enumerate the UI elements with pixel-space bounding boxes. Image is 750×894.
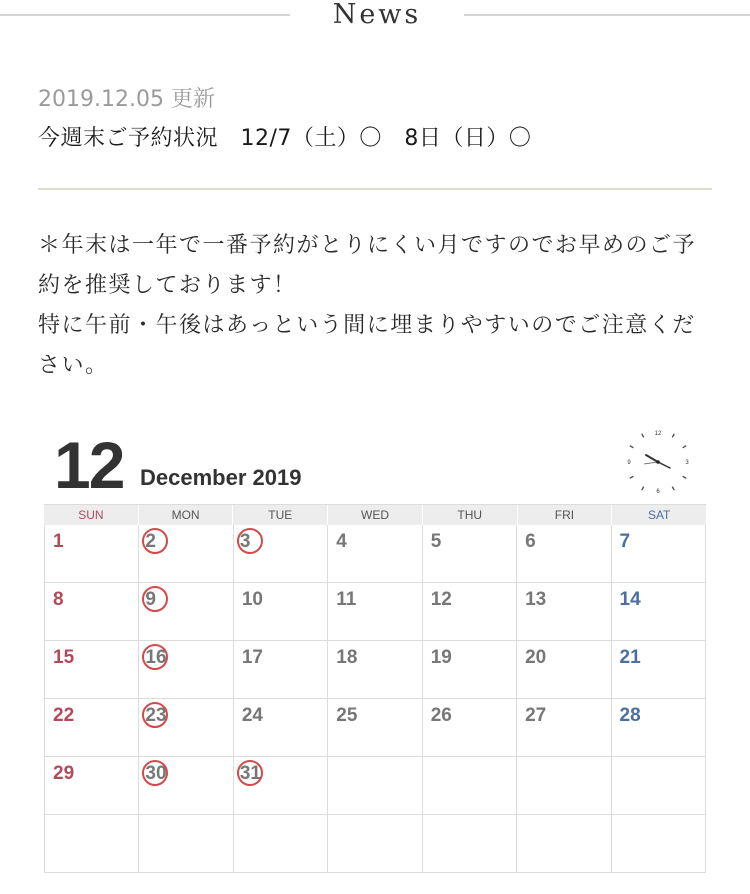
calendar-day-cell[interactable] xyxy=(327,641,421,699)
calendar-week-row xyxy=(44,641,706,699)
calendar-day-cell[interactable] xyxy=(44,641,138,699)
clock-minute-hand xyxy=(658,462,670,468)
calendar-day-number: 17 xyxy=(241,647,263,668)
calendar-day-cell[interactable] xyxy=(422,699,516,757)
clock-tick xyxy=(630,446,633,448)
calendar-day-number: 23 xyxy=(145,705,167,726)
calendar-day-number: 12 xyxy=(430,589,452,610)
calendar-day-cell[interactable] xyxy=(233,583,327,641)
calendar-day-cell[interactable] xyxy=(138,525,232,583)
calendar-week-row xyxy=(44,525,706,583)
calendar-day-cell[interactable] xyxy=(422,525,516,583)
news-body xyxy=(38,226,718,386)
calendar-day-cell xyxy=(327,815,421,873)
page-title: News xyxy=(332,0,422,30)
calendar-day-cell xyxy=(611,815,706,873)
calendar-day-cell[interactable] xyxy=(422,583,516,641)
clock-tick xyxy=(673,434,675,437)
calendar-day-number: 13 xyxy=(525,589,547,610)
calendar-day-number: 31 xyxy=(239,763,261,784)
calendar-day-cell[interactable] xyxy=(516,525,610,583)
clock-second-hand xyxy=(644,462,658,464)
clock-hour-hand xyxy=(646,455,658,462)
clock-tick xyxy=(630,477,633,479)
calendar-day-cell[interactable] xyxy=(611,525,706,583)
calendar-day-cell[interactable] xyxy=(516,583,610,641)
calendar-day-cell[interactable] xyxy=(233,699,327,757)
calendar-day-cell[interactable] xyxy=(516,699,610,757)
calendar-day-number: 1 xyxy=(53,531,64,552)
header-rule-left xyxy=(0,14,290,16)
calendar-week-row xyxy=(44,815,706,873)
clock-tick xyxy=(683,446,686,448)
calendar-day-number: 26 xyxy=(430,705,452,726)
calendar-day-cell[interactable] xyxy=(138,757,232,815)
calendar-day-cell[interactable] xyxy=(516,641,610,699)
calendar-body xyxy=(44,525,706,873)
calendar-day-number: 9 xyxy=(145,589,156,610)
clock-numeral-12: 12 xyxy=(654,431,662,437)
calendar-day-number: 11 xyxy=(336,589,357,610)
calendar-day-number: 25 xyxy=(336,705,358,726)
calendar-day-number: 18 xyxy=(336,647,358,668)
calendar-day-cell xyxy=(44,815,138,873)
calendar-day-cell[interactable] xyxy=(611,583,706,641)
weekday-thu: THU xyxy=(422,505,517,525)
calendar-day-number: 8 xyxy=(53,589,64,610)
clock-tick xyxy=(642,487,644,490)
clock-center xyxy=(656,460,660,464)
calendar-day-number: 19 xyxy=(430,647,452,668)
calendar-day-cell[interactable] xyxy=(138,699,232,757)
weekday-mon: MON xyxy=(138,505,233,525)
calendar-day-number: 4 xyxy=(336,531,347,552)
calendar-day-cell[interactable] xyxy=(233,525,327,583)
calendar-day-number: 6 xyxy=(525,531,536,552)
calendar-day-number: 10 xyxy=(241,589,263,610)
calendar-day-cell[interactable] xyxy=(233,757,327,815)
clock-tick xyxy=(642,434,644,437)
calendar-day-cell[interactable] xyxy=(327,699,421,757)
calendar-day-cell[interactable] xyxy=(233,641,327,699)
calendar-day-number: 21 xyxy=(619,647,641,668)
calendar-day-number: 30 xyxy=(145,763,167,784)
calendar-day-cell[interactable] xyxy=(44,757,138,815)
calendar-day-cell[interactable] xyxy=(327,583,421,641)
calendar-week-row xyxy=(44,699,706,757)
calendar-day-cell xyxy=(422,757,516,815)
header-rule-right xyxy=(464,14,750,16)
calendar-month-label: December 2019 xyxy=(140,465,302,490)
calendar-day-number: 3 xyxy=(239,531,251,552)
update-date: 2019.12.05 更新 xyxy=(38,87,215,112)
calendar-day-cell xyxy=(516,757,610,815)
calendar-day-number: 2 xyxy=(145,531,156,552)
calendar-weekday-header xyxy=(44,504,706,525)
calendar-day-number: 29 xyxy=(53,763,75,784)
calendar-day-cell[interactable] xyxy=(44,525,138,583)
news-headline: 今週末ご予約状況 12/7（土）〇 8日（日）〇 xyxy=(38,126,532,151)
calendar-day-cell[interactable] xyxy=(44,699,138,757)
weekday-sun: SUN xyxy=(78,508,104,522)
calendar-day-number: 27 xyxy=(525,705,547,726)
calendar-day-number: 14 xyxy=(619,589,641,610)
weekday-fri: FRI xyxy=(517,505,612,525)
calendar-day-number: 16 xyxy=(145,647,167,668)
clock-tick xyxy=(683,477,686,479)
calendar-day-cell xyxy=(516,815,610,873)
calendar-day-cell xyxy=(233,815,327,873)
calendar-month-number: 12 xyxy=(54,428,124,502)
clock-numeral-3: 3 xyxy=(685,460,689,466)
body-paragraph-2: 特に午前・午後はあっという間に埋まりやすいのでご注意ください。 xyxy=(38,313,696,378)
calendar-day-cell[interactable] xyxy=(138,583,232,641)
calendar-week-row xyxy=(44,583,706,641)
calendar-day-number: 24 xyxy=(241,705,263,726)
weekday-wed: WED xyxy=(327,505,422,525)
calendar-day-cell[interactable] xyxy=(611,641,706,699)
calendar-day-cell xyxy=(422,815,516,873)
calendar-day-cell[interactable] xyxy=(327,525,421,583)
calendar-day-cell[interactable] xyxy=(422,641,516,699)
calendar-day-cell[interactable] xyxy=(44,583,138,641)
weekday-tue: TUE xyxy=(232,505,327,525)
calendar-day-number: 7 xyxy=(619,531,631,552)
calendar-day-cell[interactable] xyxy=(611,699,706,757)
clock-icon xyxy=(620,424,696,500)
clock-tick xyxy=(673,487,675,490)
clock-numeral-6: 6 xyxy=(656,489,660,495)
calendar-grid xyxy=(44,504,706,873)
calendar-day-cell xyxy=(327,757,421,815)
calendar-day-cell xyxy=(138,815,232,873)
clock-numeral-9: 9 xyxy=(627,460,631,466)
calendar-day-number: 22 xyxy=(53,705,75,726)
news-header xyxy=(0,0,750,34)
body-paragraph-1: ＊年末は一年で一番予約がとりにくい月ですのでお早めのご予約を推奨しております！ xyxy=(38,233,697,298)
calendar-day-number: 28 xyxy=(619,705,641,726)
calendar-day-cell[interactable] xyxy=(138,641,232,699)
weekday-sat: SAT xyxy=(611,505,706,525)
calendar-day-number: 5 xyxy=(430,531,442,552)
calendar-day-cell xyxy=(611,757,706,815)
divider xyxy=(38,188,712,190)
calendar-day-number: 15 xyxy=(53,647,75,668)
calendar-day-number: 20 xyxy=(525,647,547,668)
calendar-week-row xyxy=(44,757,706,815)
